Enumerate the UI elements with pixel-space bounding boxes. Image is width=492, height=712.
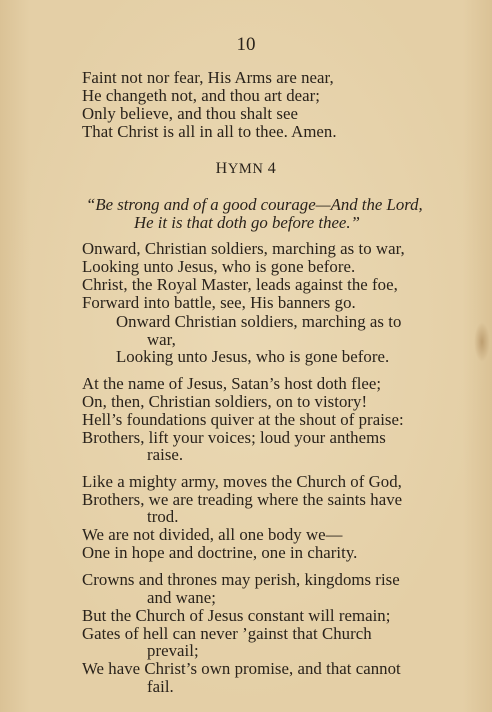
verse-line: Hell’s foundations quiver at the shout of praise: [82, 410, 404, 429]
verse-line: Gates of hell can never ’gainst that Church [82, 624, 372, 643]
verse-line: On, then, Christian soldiers, on to vistory! [82, 392, 368, 411]
verse-line: Forward into battle, see, His banners go. [82, 293, 356, 312]
verse-line: Brothers, we are treading where the saints have [82, 490, 403, 509]
text-line: Only believe, and thou shalt see [82, 104, 298, 123]
epigraph-line: He it is that doth go before thee.” [134, 213, 360, 232]
verse-line: fail. [147, 677, 174, 696]
chorus-line: Looking unto Jesus, who is gone before. [116, 347, 390, 366]
verse-line: Looking unto Jesus, who is gone before. [82, 257, 356, 276]
verse-line: Onward, Christian soldiers, marching as to war, [82, 239, 405, 258]
verse-line: Like a mighty army, moves the Church of God, [82, 472, 402, 491]
text-line: Faint not nor fear, His Arms are near, [82, 68, 334, 87]
verse-line: But the Church of Jesus constant will remain; [82, 606, 391, 625]
verse-line: At the name of Jesus, Satan’s host doth flee; [82, 374, 382, 393]
verse-line: Christ, the Royal Master, leads against the foe, [82, 275, 398, 294]
verse-line: prevail; [147, 641, 199, 660]
page-number: 10 [236, 34, 256, 55]
verse-line: Brothers, lift your voices; loud your anthems [82, 428, 386, 447]
hymn-title [0, 160, 492, 178]
epigraph-line: “Be strong and of a good courage—And the Lord, [86, 195, 423, 214]
chorus-line: war, [147, 330, 176, 349]
hymn-title-text: HYMN 4 [215, 160, 277, 177]
verse-line: raise. [147, 445, 184, 464]
verse-line: We have Christ’s own promise, and that cannot [82, 659, 401, 678]
chorus-line: Onward Christian soldiers, marching as to [116, 312, 402, 331]
verse-line: One in hope and doctrine, one in charity. [82, 543, 358, 562]
page-stain [474, 322, 490, 362]
verse-line: trod. [147, 507, 179, 526]
text-line: He changeth not, and thou art dear; [82, 86, 320, 105]
verse-line: and wane; [147, 588, 216, 607]
verse-line: We are not divided, all one body we— [82, 525, 343, 544]
text-line: That Christ is all in all to thee. Amen. [82, 122, 337, 141]
verse-line: Crowns and thrones may perish, kingdoms rise [82, 570, 400, 589]
